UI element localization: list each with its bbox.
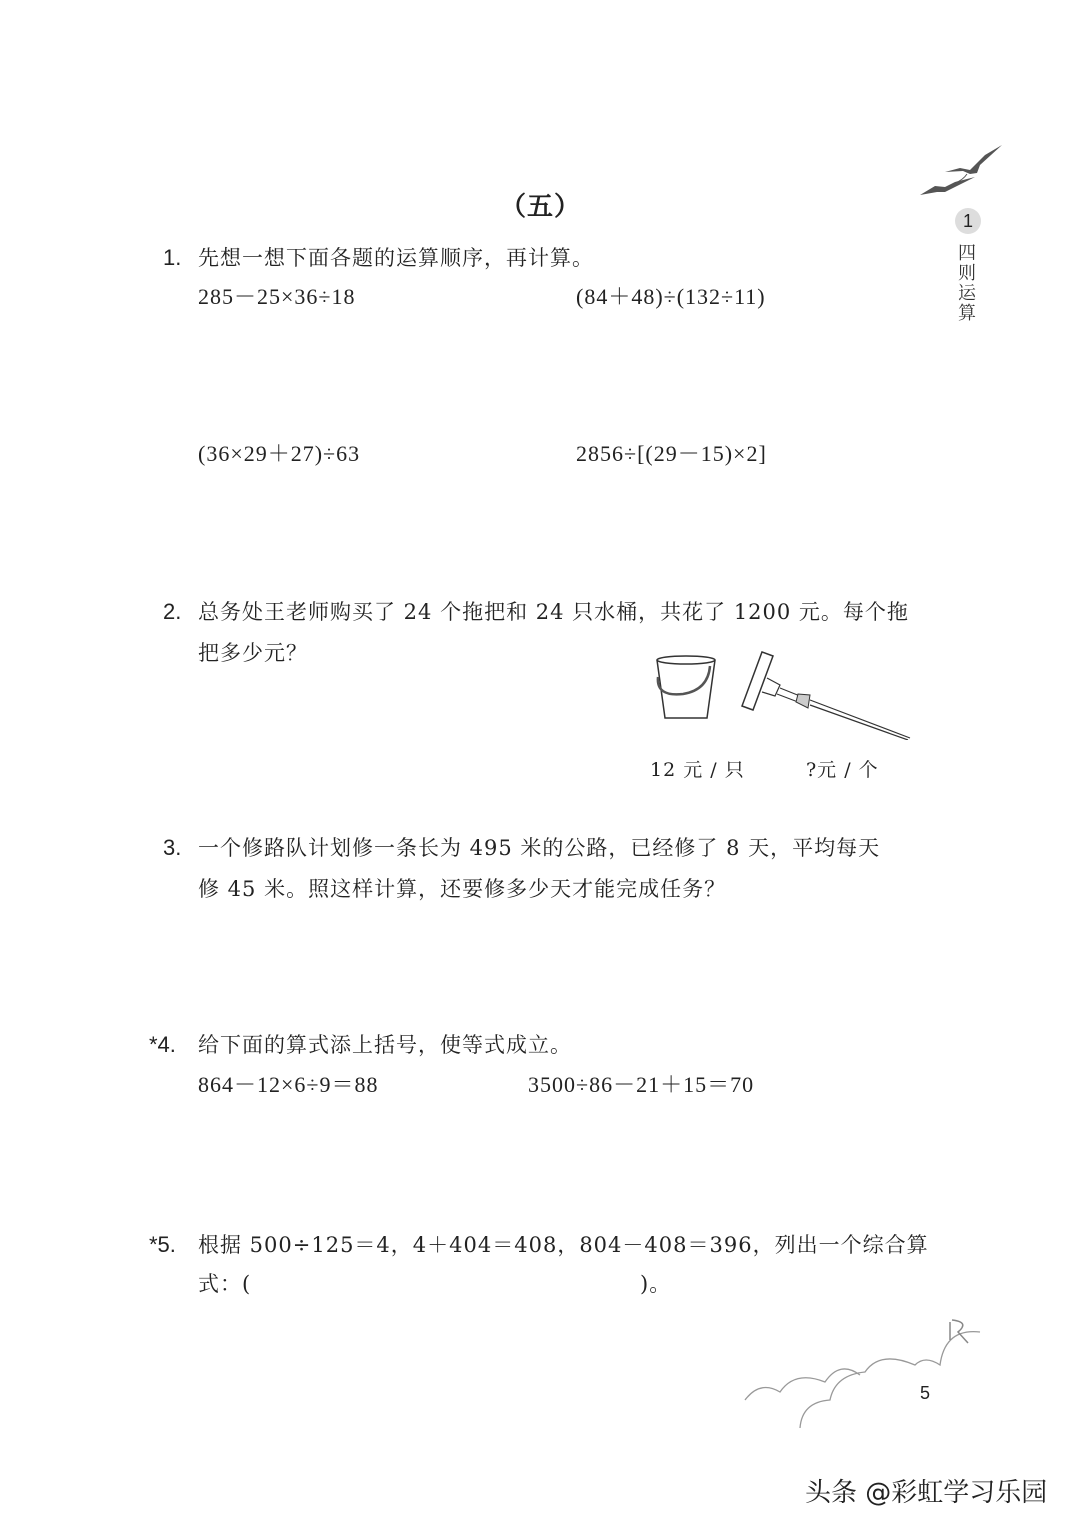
unit-title: 四则运算 [958,243,976,324]
section-title: （五） [500,192,582,222]
q4-expression: 864－12×6÷9＝88 [198,1072,379,1097]
unit-number-badge: 1 [955,208,981,234]
q2-text: 总务处王老师购买了 24 个拖把和 24 只水桶，共花了 1200 元。每个拖 [198,600,909,624]
q5-number: *5. [149,1232,176,1257]
q4-expression: 3500÷86－21＋15＝70 [528,1072,755,1097]
q5-answer-blank-end: )。 [640,1272,672,1296]
mop-illustration [740,650,915,740]
q1-expression: (36×29＋27)÷63 [198,441,361,466]
q3-text: 修 45 米。照这样计算，还要修多少天才能完成任务？ [198,877,727,901]
q3-number: 3. [163,835,182,860]
bucket-illustration [648,652,724,724]
q5-text: 式：( [198,1272,252,1296]
q3-text: 一个修路队计划修一条长为 495 米的公路，已经修了 8 天，平均每天 [198,836,881,860]
clouds-decoration [740,1310,1030,1440]
page-number: 5 [920,1383,931,1403]
q4-number: *4. [149,1032,176,1057]
bucket-price-label: 12 元 / 只 [650,759,745,781]
q2-number: 2. [163,599,182,624]
q1-expression: 285－25×36÷18 [198,284,356,309]
q1-expression: (84＋48)÷(132÷11) [576,284,766,309]
q5-text: 根据 500÷125＝4，4＋404＝408，804－408＝396，列出一个综合算 [198,1233,929,1257]
birds-illustration [915,140,1010,200]
q2-text: 把多少元？ [198,641,308,665]
mop-price-label: ?元 / 个 [806,759,879,781]
q1-number: 1. [163,245,182,270]
watermark: 头条 @彩虹学习乐园 [805,1478,1048,1508]
q4-text: 给下面的算式添上括号，使等式成立。 [198,1033,572,1057]
q1-expression: 2856÷[(29－15)×2] [576,441,767,466]
q1-text: 先想一想下面各题的运算顺序，再计算。 [198,246,594,270]
